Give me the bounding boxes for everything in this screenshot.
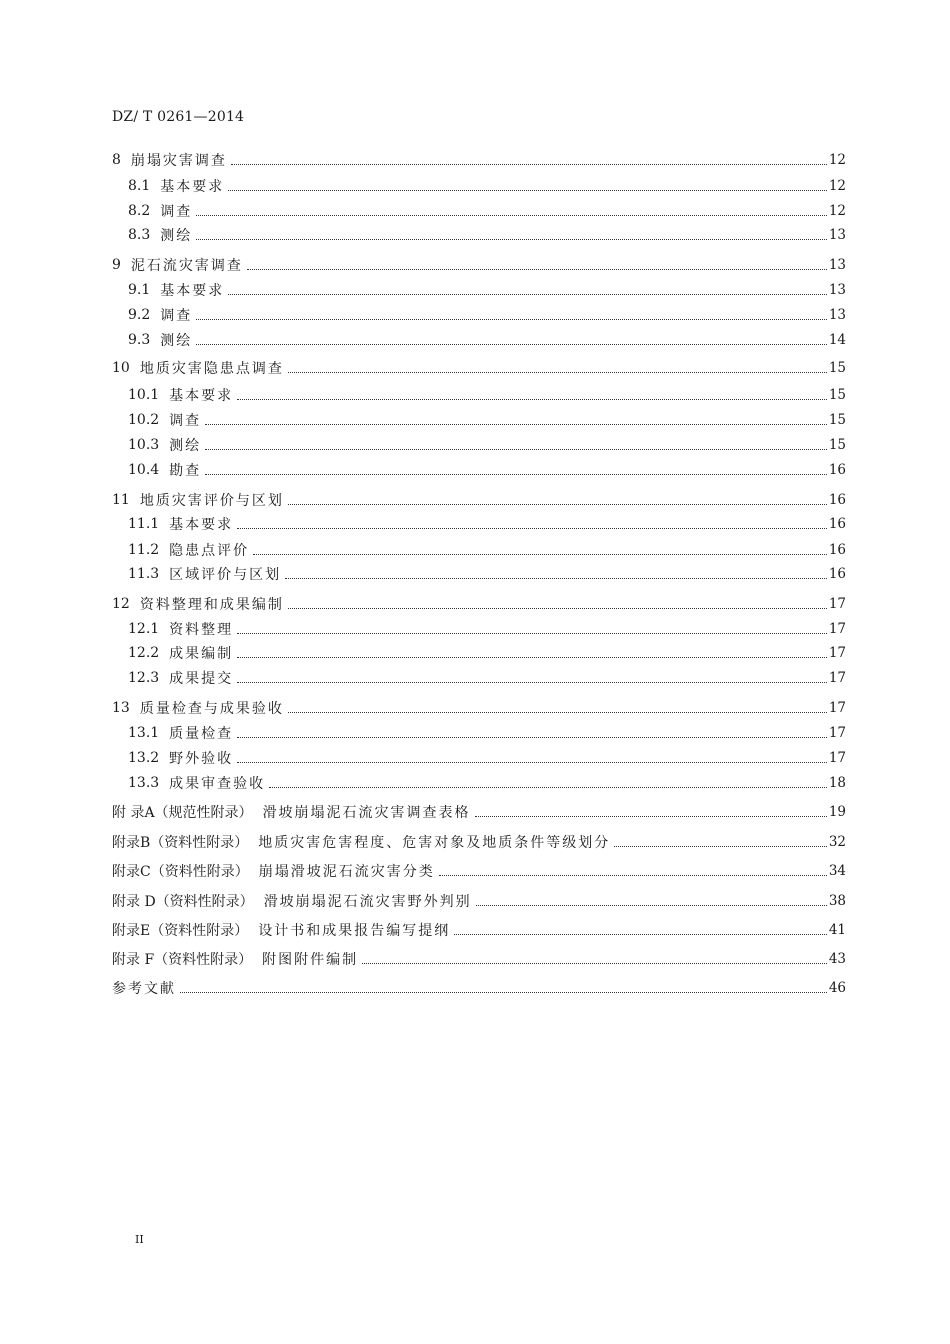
dot-leader [475,815,827,817]
toc-entry-number: 11 [112,492,130,508]
toc-entry-page: 15 [828,412,846,428]
dot-leader [439,874,827,876]
toc-entry[interactable] [112,949,846,969]
toc-entry-page: 12 [828,203,846,219]
toc-entry-page: 41 [828,922,846,938]
dot-leader [205,423,827,425]
toc-entry-page: 32 [828,834,846,850]
toc-entry-title: 基本要求 [160,283,225,299]
toc-entry-page: 17 [828,670,846,686]
toc-entry[interactable] [112,255,846,275]
toc-entry-number: 9 [112,257,121,273]
toc-entry-number: 13 [112,700,130,716]
dot-leader [205,473,827,475]
toc-entry-number: 9.2 [128,307,151,323]
dot-leader [196,214,827,216]
toc-entry-title: 滑坡崩塌泥石流灾害调查表格 [262,805,471,821]
toc-entry-title: 测绘 [160,228,193,244]
toc-entry-title: 崩塌滑坡泥石流灾害分类 [258,864,435,880]
toc-entry-number: 9.1 [128,282,151,298]
toc-entry-page: 18 [828,775,846,791]
toc-entry[interactable] [128,176,846,196]
document-code-header: DZ/ T 0261—2014 [112,109,245,125]
toc-entry-number: 11.1 [128,516,160,532]
toc-entry-page: 17 [828,700,846,716]
toc-entry[interactable] [128,460,846,480]
toc-entry-number: 10.2 [128,412,160,428]
toc-entry-page: 38 [828,893,846,909]
toc-entry-page: 17 [828,621,846,637]
toc-entry[interactable] [112,891,846,911]
toc-entry-page: 15 [828,387,846,403]
dot-leader [180,991,827,993]
toc-entry-page: 13 [828,257,846,273]
toc-entry-number: 13.3 [128,775,160,791]
toc-entry-number: 12 [112,596,130,612]
toc-entry-title: 成果编制 [169,646,234,662]
toc-entry-title: 成果审查验收 [169,776,266,792]
toc-entry-number: 11.3 [128,566,160,582]
toc-entry[interactable] [128,514,846,534]
toc-entry-number: 9.3 [128,332,151,348]
dot-leader [288,503,827,505]
toc-entry-page: 13 [828,282,846,298]
dot-leader [196,343,827,345]
page-number: II [135,1233,144,1246]
toc-entry-title: 附图附件编制 [262,952,359,968]
toc-entry[interactable] [128,748,846,768]
toc-entry-title: 基本要求 [169,388,234,404]
toc-entry-number: 附录C（资料性附录） [112,864,249,880]
toc-entry-number: 8.2 [128,203,151,219]
toc-entry[interactable] [112,698,846,718]
toc-entry-page: 34 [828,863,846,879]
toc-entry-title: 成果提交 [169,671,234,687]
toc-entry-number: 12.1 [128,621,160,637]
toc-entry-title: 勘查 [169,463,202,479]
toc-entry-page: 16 [828,542,846,558]
toc-entry-number: 13.1 [128,725,160,741]
toc-entry-title: 区域评价与区划 [169,567,282,583]
toc-entry-number: 10.4 [128,462,160,478]
toc-entry[interactable] [112,920,846,940]
dot-leader [269,786,827,788]
toc-entry-number: 附 录A（规范性附录） [112,805,253,821]
toc-entry-title: 资料整理和成果编制 [139,597,284,613]
toc-entry[interactable] [128,280,846,300]
toc-entry[interactable] [128,540,846,560]
toc-entry-number: 10.1 [128,387,160,403]
toc-entry[interactable] [112,490,846,510]
dot-leader [247,268,827,270]
toc-entry-page: 16 [828,492,846,508]
dot-leader [237,681,827,683]
toc-entry-number: 10.3 [128,437,160,453]
toc-entry-title: 测绘 [169,438,202,454]
toc-entry-title: 地质灾害评价与区划 [139,493,284,509]
toc-entry[interactable] [128,330,846,350]
toc-entry-page: 19 [828,804,846,820]
toc-entry[interactable] [112,358,846,378]
toc-entry-number: 10 [112,360,130,376]
dot-leader [288,371,827,373]
toc-entry-number: 13.2 [128,750,160,766]
toc-entry-title: 设计书和成果报告编写提纲 [258,923,451,939]
dot-leader [231,163,827,165]
dot-leader [454,933,827,935]
toc-entry-page: 17 [828,750,846,766]
toc-entry[interactable] [112,594,846,614]
toc-entry[interactable] [128,410,846,430]
toc-entry-page: 13 [828,227,846,243]
toc-entry-page: 14 [828,332,846,348]
toc-entry-title: 质量检查 [169,726,234,742]
toc-entry-title: 崩塌灾害调查 [130,153,227,169]
toc-entry[interactable] [112,861,846,881]
toc-entry-number: 12.3 [128,670,160,686]
toc-entry-title: 地质灾害隐患点调查 [139,361,284,377]
toc-entry[interactable] [128,723,846,743]
dot-leader [237,632,827,634]
toc-entry-page: 17 [828,596,846,612]
toc-entry[interactable] [112,150,846,170]
toc-entry-page: 15 [828,360,846,376]
dot-leader [253,553,827,555]
toc-entry[interactable] [112,802,846,822]
toc-entry-number: 11.2 [128,542,160,558]
toc-entry[interactable] [128,305,846,325]
toc-entry-page: 16 [828,516,846,532]
dot-leader [205,448,827,450]
toc-entry-number: 8.3 [128,227,151,243]
toc-entry-page: 17 [828,725,846,741]
toc-entry-title: 基本要求 [160,179,225,195]
toc-entry-title: 参考文献 [112,981,176,997]
toc-entry[interactable] [112,832,846,852]
dot-leader [228,293,827,295]
toc-entry-page: 13 [828,307,846,323]
dot-leader [614,845,827,847]
dot-leader [237,656,827,658]
toc-entry-title: 野外验收 [169,751,234,767]
toc-entry-number: 附录E（资料性附录） [112,923,249,939]
dot-leader [288,711,827,713]
dot-leader [237,398,827,400]
dot-leader [237,761,827,763]
toc-entry[interactable] [128,643,846,663]
toc-entry[interactable] [128,435,846,455]
toc-entry-title: 调查 [160,204,193,220]
toc-entry-page: 12 [828,178,846,194]
dot-leader [196,238,827,240]
toc-entry[interactable] [128,201,846,221]
toc-entry-page: 17 [828,645,846,661]
toc-entry-number: 附录 D（资料性附录） [112,894,254,910]
toc-entry-title: 滑坡崩塌泥石流灾害野外判别 [263,894,472,910]
toc-entry-title: 质量检查与成果验收 [139,701,284,717]
toc-entry-page: 16 [828,462,846,478]
toc-entry-title: 测绘 [160,333,193,349]
dot-leader [285,577,827,579]
toc-entry-title: 调查 [160,308,193,324]
toc-entry[interactable] [112,978,846,998]
toc-entry-number: 8.1 [128,178,151,194]
toc-entry[interactable] [128,225,846,245]
toc-entry[interactable] [128,385,846,405]
toc-entry-page: 16 [828,566,846,582]
toc-entry-number: 附录 F（资料性附录） [112,952,253,968]
toc-entry-number: 12.2 [128,645,160,661]
toc-entry-title: 地质灾害危害程度、危害对象及地质条件等级划分 [258,835,611,851]
toc-entry-page: 15 [828,437,846,453]
toc-entry[interactable] [128,564,846,584]
toc-entry-page: 46 [828,980,846,996]
toc-entry-number: 附录B（资料性附录） [112,835,249,851]
toc-entry-title: 隐患点评价 [169,543,250,559]
toc-entry-number: 8 [112,152,121,168]
toc-entry[interactable] [128,773,846,793]
dot-leader [228,189,827,191]
dot-leader [237,527,827,529]
toc-entry-title: 调查 [169,413,202,429]
toc-entry-title: 基本要求 [169,517,234,533]
dot-leader [476,904,827,906]
dot-leader [196,318,827,320]
dot-leader [237,736,827,738]
toc-entry-page: 43 [828,951,846,967]
toc-entry-title: 泥石流灾害调查 [130,258,243,274]
dot-leader [288,607,827,609]
toc-entry[interactable] [128,668,846,688]
toc-entry-title: 资料整理 [169,622,234,638]
dot-leader [362,962,827,964]
toc-entry[interactable] [128,619,846,639]
toc-entry-page: 12 [828,152,846,168]
